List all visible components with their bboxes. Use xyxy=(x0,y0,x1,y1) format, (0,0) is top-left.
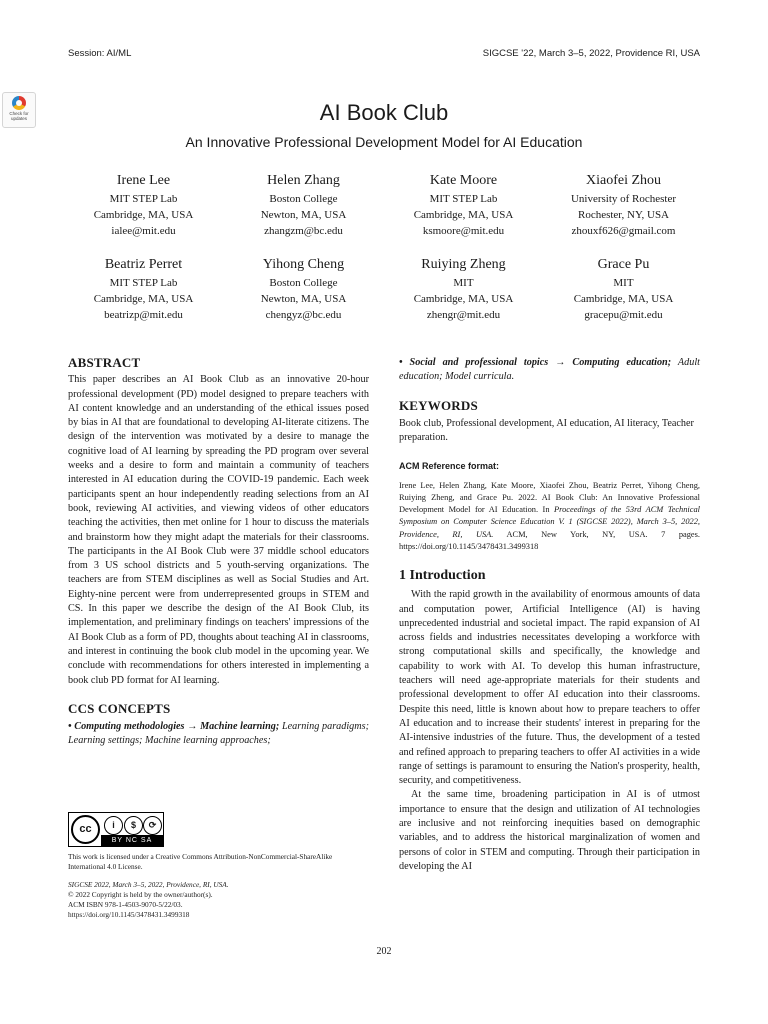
author-email[interactable]: chengyz@bc.edu xyxy=(265,309,342,321)
paper-subtitle: An Innovative Professional Development Model for AI Education xyxy=(185,134,583,150)
noncommercial-icon: $ xyxy=(124,816,143,835)
ccs-item xyxy=(68,720,369,749)
author-name: Irene Lee xyxy=(116,173,171,188)
acm-ref-publisher: ACM, New York, NY, USA. 7 pages. https://doi.org/10.1145/3478431.3499318 xyxy=(399,529,700,551)
section-heading-introduction: 1 Introduction xyxy=(399,568,486,583)
author-name: Beatriz Perret xyxy=(104,257,183,272)
sharealike-icon: ⟳ xyxy=(143,816,162,835)
author-location: Newton, MA, USA xyxy=(260,209,347,221)
author-location: Cambridge, MA, USA xyxy=(93,209,194,221)
acm-reference-heading: ACM Reference format: xyxy=(399,461,500,472)
author-affiliation: MIT STEP Lab xyxy=(429,193,498,205)
author-affiliation: MIT xyxy=(613,277,634,289)
left-column xyxy=(68,356,369,749)
intro-paragraph: At the same time, broadening participation in AI is of utmost importance to ensure that the design and utilization of AI technologies are inclusive and not reinforcing inequities based on demographic variables, and to address the historical marginalization of women and persons of color in STEM and computing. Through their participation in developing the AI xyxy=(399,789,700,872)
author-name: Yihong Cheng xyxy=(262,257,345,272)
author-block xyxy=(536,256,711,323)
acm-reference-text xyxy=(399,480,700,553)
ccs-item-rest: Adult education; Model curricula. xyxy=(399,357,700,383)
author-location: Cambridge, MA, USA xyxy=(573,293,674,305)
author-location: Newton, MA, USA xyxy=(260,293,347,305)
cc-bar-label: BY NC SA xyxy=(101,835,163,846)
author-name: Xiaofei Zhou xyxy=(585,173,662,188)
keywords-heading: KEYWORDS xyxy=(399,397,478,413)
author-name: Ruiying Zheng xyxy=(421,257,506,272)
author-block xyxy=(56,172,231,239)
attribution-icon: i xyxy=(104,816,123,835)
intro-paragraph: With the rapid growth in the availability of enormous amounts of data and computation power, Artificial Intelligence (AI) is having unprecedented industrial and societal impact. The rapid expansion of AI across fields and industries necessitates developing a workforce with strong computational skills and specifically, the knowledge and capability to work with AI. To develop this human infrastructure, teachers will need age-appropriate materials for their students and professional development to offer AI education into their classrooms. Despite this need, little is known about how to prepare teachers to offer AI education and to increase their students' interest in preparing for the AI-intensive industries of the future. Thus, the development of a tested and refined approach to preparing teachers to offer AI activities in a wide range of settings is paramount to ensuring the Nation's prosperity, health, security, and competitiveness. xyxy=(399,589,700,787)
acm-ref-authors: Irene Lee, Helen Zhang, Kate Moore, Xiaofei Zhou, Beatriz Perret, Yihong Cheng, Ruiying Zheng, and Grace Pu. 2022. AI Book Club: An Innovative Professional Development Model for AI Education. In xyxy=(399,480,700,515)
license-text: This work is licensed under a Creative Commons Attribution-NonCommercial-ShareAlike International 4.0 License. xyxy=(68,852,333,871)
page-number: 202 xyxy=(376,946,392,957)
pub-copyright: © 2022 Copyright is held by the owner/author(s). xyxy=(68,890,213,899)
ccs-item xyxy=(399,356,700,385)
author-location: Cambridge, MA, USA xyxy=(413,293,514,305)
pub-conference: SIGCSE 2022, March 3–5, 2022, Providence, RI, USA. xyxy=(68,880,229,889)
ccs-item-main: • Computing methodologies → Machine learning; xyxy=(68,721,280,733)
running-header-left: Session: AI/ML xyxy=(68,48,132,59)
author-email[interactable]: gracepu@mit.edu xyxy=(584,309,663,321)
author-block xyxy=(536,172,711,239)
author-location: Cambridge, MA, USA xyxy=(93,293,194,305)
abstract-text: This paper describes an AI Book Club as an innovative 20-hour professional development (PD) model designed to prepare teachers with AI content knowledge and an understanding of the ethical issues posed by bias in AI that are foundational to developing AI-literate citizens. The design of the intervention was motivated by a desire to manage the cognitive load of AI learning by spreading the PD program over several weeks and a desire to form and maintain a community of teachers interested in AI education during the COVID-19 pandemic. Each week participants spent an hour independently reading selections from an AI book, reviewing AI activities, and viewing videos of other educators teaching the activities, then met online for 1 hour to discuss the materials and brainstorm how they might adapt the materials for their classrooms. The participants in the AI Book Club were 37 middle school educators from 3 US school districts and 5 youth-serving organizations. The teachers are from STEM disciplines as well as Social Studies and Art. Eighty-nine percent were from underrepresented groups in STEM and CS. In this paper we describe the design of the AI Book Club, its implementation, and preliminary findings on teachers' impressions of the AI Book Club as a form of PD, thoughts about teaching AI in classrooms, and interest in continuing the book club model in the upcoming year. We conclude with recommendations for others interested in implementing a book club PD format for AI learning. xyxy=(68,374,369,686)
right-column xyxy=(399,356,700,874)
keywords-text: Book club, Professional development, AI education, AI literacy, Teacher preparation. xyxy=(399,417,694,444)
author-block xyxy=(216,172,391,239)
author-email[interactable]: zhangzm@bc.edu xyxy=(264,225,343,237)
author-name: Kate Moore xyxy=(429,173,498,188)
ccs-heading: CCS CONCEPTS xyxy=(68,700,171,716)
running-header-right: SIGCSE '22, March 3–5, 2022, Providence RI, USA xyxy=(482,48,700,59)
author-email[interactable]: ialee@mit.edu xyxy=(111,225,176,237)
badge-label: Check for updates xyxy=(9,111,29,121)
author-email[interactable]: beatrizp@mit.edu xyxy=(104,309,183,321)
author-affiliation: MIT STEP Lab xyxy=(109,193,178,205)
author-affiliation: MIT STEP Lab xyxy=(109,277,178,289)
author-email[interactable]: ksmoore@mit.edu xyxy=(422,225,505,237)
author-name: Grace Pu xyxy=(597,257,650,272)
author-name: Helen Zhang xyxy=(267,173,340,188)
author-location: Rochester, NY, USA xyxy=(577,209,670,221)
cc-icon: cc xyxy=(71,815,100,844)
acm-ref-proceedings: Proceedings of the 53rd ACM Technical Symposium on Computer Science Education V. 1 (SIGCSE 2022), March 3–5, 2022, Providence, RI, USA. xyxy=(399,505,700,539)
author-email[interactable]: zhouxf626@gmail.com xyxy=(571,225,676,237)
publication-info xyxy=(68,880,369,920)
author-block xyxy=(216,256,391,323)
ccs-item-main: • Social and professional topics → Computing education; xyxy=(399,357,672,368)
author-block xyxy=(376,256,551,323)
author-location: Cambridge, MA, USA xyxy=(413,209,514,221)
cc-license-logo[interactable] xyxy=(68,812,164,847)
author-block xyxy=(376,172,551,239)
pub-isbn: ACM ISBN 978-1-4503-9070-5/22/03. xyxy=(68,900,183,909)
author-email[interactable]: zhengr@mit.edu xyxy=(426,309,501,321)
paper-title: AI Book Club xyxy=(319,100,449,125)
author-affiliation: Boston College xyxy=(269,277,338,289)
author-affiliation: University of Rochester xyxy=(570,193,677,205)
ccs-item-rest: Learning paradigms; Learning settings; Machine learning approaches; xyxy=(68,721,369,747)
pub-doi[interactable]: https://doi.org/10.1145/3478431.3499318 xyxy=(68,910,190,919)
author-affiliation: Boston College xyxy=(269,193,338,205)
author-block xyxy=(56,256,231,323)
author-affiliation: MIT xyxy=(453,277,474,289)
abstract-heading: ABSTRACT xyxy=(68,355,141,370)
